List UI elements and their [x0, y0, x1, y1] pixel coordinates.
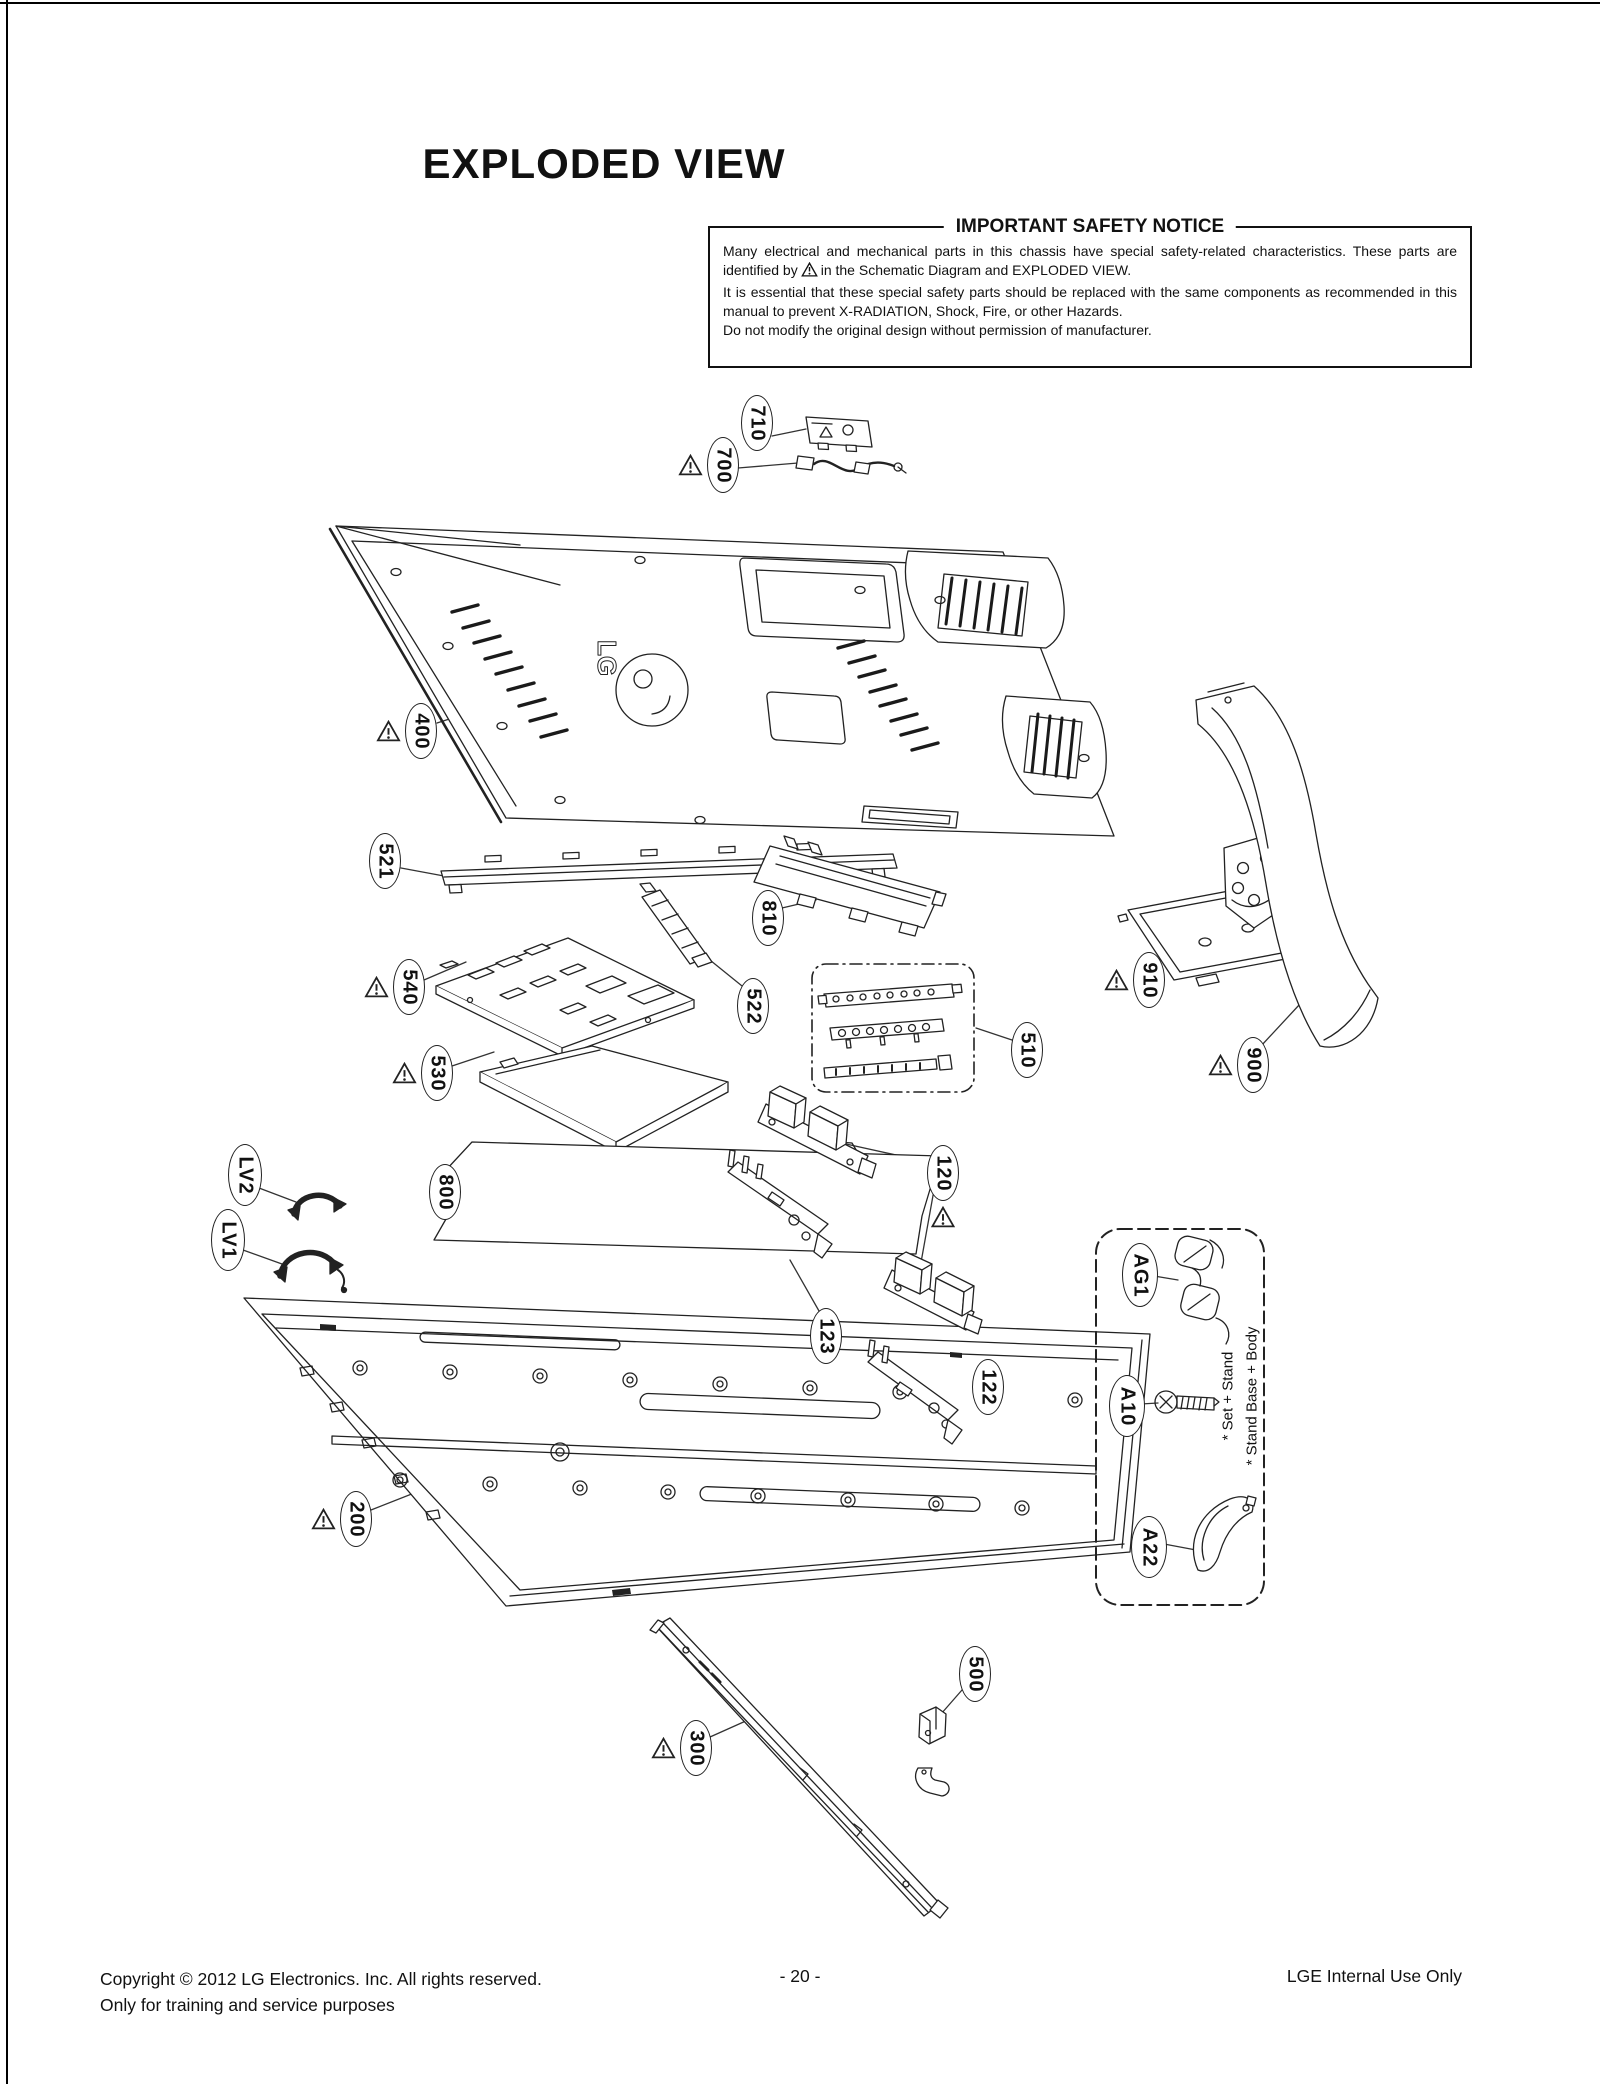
part-500-brackets	[916, 1707, 949, 1796]
notice-line-3: Do not modify the original design without permission of manufacturer.	[723, 322, 1152, 339]
part-700-cable	[796, 456, 906, 474]
accessory-note-line2: * Stand Base + Body	[1243, 1326, 1261, 1466]
callout-label: 910	[1138, 961, 1161, 999]
warning-triangle-icon	[392, 1062, 417, 1084]
callout-label: 522	[742, 987, 765, 1025]
callout-LV1	[211, 1209, 245, 1271]
part-ag1-3d-glasses	[1173, 1234, 1229, 1344]
warning-triangle-icon	[931, 1206, 956, 1228]
part-710-sensor-pcb	[806, 417, 872, 452]
accessory-note-line1: * Set + Stand	[1219, 1351, 1237, 1441]
safety-notice-box	[708, 216, 1472, 368]
callout-200	[340, 1491, 372, 1547]
warning-triangle-icon	[376, 720, 401, 742]
callout-label: 200	[345, 1500, 368, 1538]
callout-800	[429, 1164, 461, 1220]
part-900-stand-body	[1196, 683, 1378, 1047]
part-540-main-pcb	[436, 938, 694, 1056]
callout-522	[737, 978, 769, 1034]
callout-label: LV2	[234, 1155, 257, 1195]
callout-label: 710	[746, 404, 769, 442]
callout-label: 123	[815, 1317, 838, 1355]
callout-label: 122	[977, 1368, 1000, 1406]
part-530-shield-plate	[480, 1046, 728, 1152]
cover-lg-text: LG	[592, 640, 622, 677]
callout-900	[1237, 1037, 1269, 1093]
callout-710	[741, 395, 773, 451]
callout-540	[393, 959, 425, 1015]
warning-triangle-icon	[651, 1737, 676, 1759]
callout-label: A22	[1138, 1527, 1161, 1567]
callout-810	[752, 890, 784, 946]
warning-triangle-icon	[311, 1508, 336, 1530]
callout-400	[405, 703, 437, 759]
part-120-speaker-lower	[884, 1252, 982, 1334]
callout-500	[959, 1646, 991, 1702]
notice-line-1: Many electrical and mechanical parts in this chassis have special safety-related characteristics. These parts are identified by in the Schematic Diagram and EXPLODED VIEW.	[723, 242, 1457, 283]
part-510-led-assembly	[812, 964, 974, 1092]
notice-line-2: It is essential that these special safety parts should be replaced with the same components as recommended in this manual to prevent X-RADIATION, Shock, Fire, or other Hazards.	[723, 283, 1457, 319]
footer-copyright: Copyright © 2012 LG Electronics. Inc. All rights reserved. Only for training and service purposes	[100, 1969, 542, 2016]
callout-label: LV1	[217, 1220, 240, 1260]
safety-notice-body	[710, 228, 1470, 341]
callout-label: 521	[374, 842, 397, 880]
part-lv1-cable	[274, 1253, 347, 1293]
warning-triangle-icon	[1104, 969, 1129, 991]
warning-triangle-icon	[801, 262, 818, 282]
callout-label: 540	[398, 968, 421, 1006]
callout-123	[810, 1308, 842, 1364]
part-200-panel-assembly	[244, 1298, 1150, 1606]
page-title: EXPLODED VIEW	[422, 140, 786, 187]
part-lv2-cable	[288, 1195, 346, 1220]
callout-label: 900	[1242, 1046, 1265, 1084]
warning-triangle-icon	[678, 454, 703, 476]
callout-label: 510	[1016, 1031, 1039, 1069]
callout-LV2	[228, 1144, 262, 1206]
part-a10-screw	[1155, 1391, 1219, 1413]
callout-122	[972, 1359, 1004, 1415]
safety-notice-title: IMPORTANT SAFETY NOTICE	[944, 216, 1236, 238]
callout-530	[421, 1045, 453, 1101]
callout-120	[927, 1145, 959, 1201]
warning-triangle-icon	[1208, 1054, 1233, 1076]
callout-label: 530	[426, 1054, 449, 1092]
callout-label: AG1	[1129, 1252, 1152, 1298]
callout-label: 500	[964, 1655, 987, 1693]
callout-300	[680, 1720, 712, 1776]
part-522-strip	[640, 883, 712, 967]
callout-label: A10	[1116, 1386, 1139, 1426]
callout-label: 800	[434, 1173, 457, 1211]
callout-910	[1133, 952, 1165, 1008]
callout-700	[707, 437, 739, 493]
callout-label: 300	[685, 1729, 708, 1767]
callout-A10	[1109, 1375, 1145, 1437]
part-a22-stand-leg	[1193, 1496, 1256, 1571]
callout-label: 700	[712, 446, 735, 484]
callout-AG1	[1122, 1243, 1158, 1307]
part-400-back-cover	[330, 526, 1114, 836]
footer-page-number: - 20 -	[779, 1966, 821, 1986]
callout-label: 120	[932, 1154, 955, 1192]
callout-label: 810	[757, 899, 780, 937]
callout-521	[369, 833, 401, 889]
warning-triangle-icon	[364, 976, 389, 998]
callout-label: 400	[410, 712, 433, 750]
callout-510	[1011, 1022, 1043, 1078]
footer-internal-use: LGE Internal Use Only	[1286, 1966, 1462, 1986]
callout-A22	[1131, 1516, 1167, 1578]
